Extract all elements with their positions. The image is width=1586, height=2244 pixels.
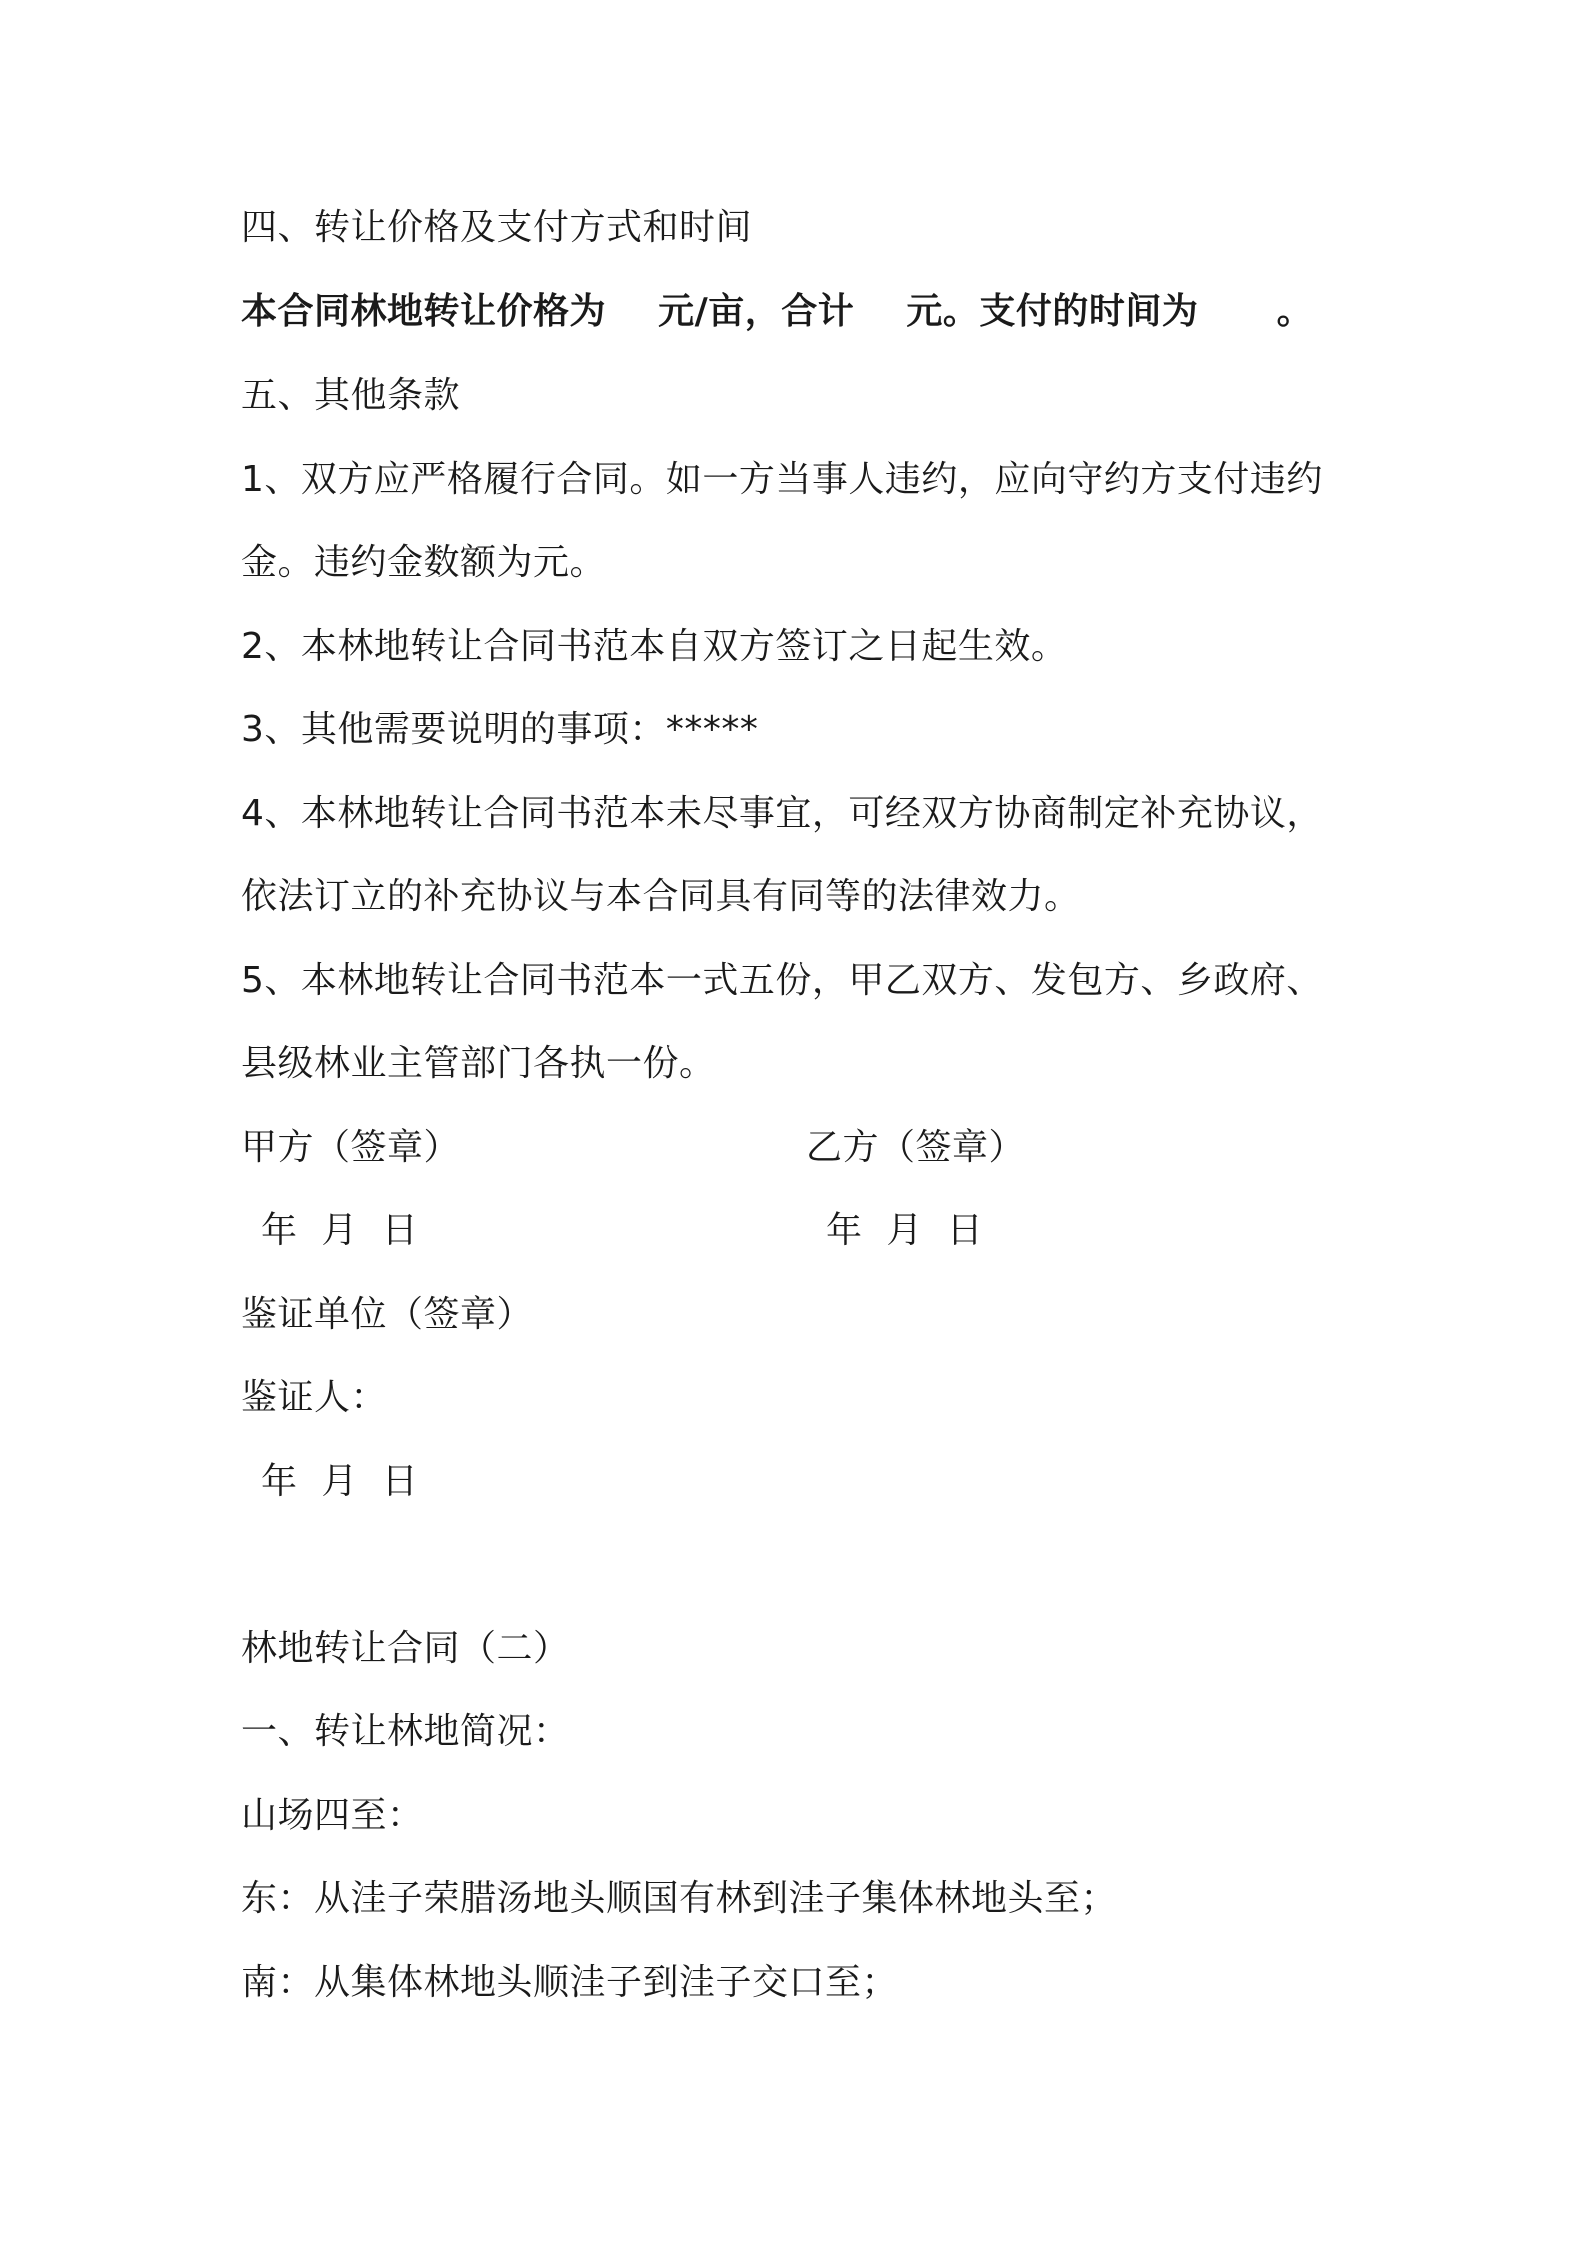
clause3: 3、其他需要说明的事项：***** xyxy=(241,709,759,750)
party-b-signature: 乙方（签章） xyxy=(806,1127,1026,1168)
clause5-line2: 县级林业主管部门各执一份。 xyxy=(241,1043,716,1084)
clause1-line1: 1、双方应严格履行合同。如一方当事人违约，应向守约方支付违约 xyxy=(241,459,1323,500)
section4-heading: 四、转让价格及支付方式和时间 xyxy=(241,207,753,248)
witness-person: 鉴证人： xyxy=(241,1377,388,1418)
boundary-south: 南：从集体林地头顺洼子到洼子交口至； xyxy=(241,1962,899,2003)
boundaries-label: 山场四至： xyxy=(241,1795,424,1836)
contract2-title: 林地转让合同（二） xyxy=(241,1628,570,1669)
price-line: 本合同林地转让价格为 元/亩，合计 元。支付的时间为 。 xyxy=(241,291,1314,332)
party-a-date: 年 月 日 xyxy=(261,1210,419,1251)
contract2-section1-heading: 一、转让林地简况： xyxy=(241,1711,570,1752)
witness-date: 年 月 日 xyxy=(261,1461,419,1502)
clause2: 2、本林地转让合同书范本自双方签订之日起生效。 xyxy=(241,626,1068,667)
boundary-east: 东：从洼子荣腊汤地头顺国有林到洼子集体林地头至； xyxy=(241,1878,1118,1919)
clause4-line1: 4、本林地转让合同书范本未尽事宜，可经双方协商制定补充协议， xyxy=(241,793,1323,834)
section5-heading: 五、其他条款 xyxy=(241,375,461,416)
clause5-line1: 5、本林地转让合同书范本一式五份，甲乙双方、发包方、乡政府、 xyxy=(241,960,1323,1001)
clause4-line2: 依法订立的补充协议与本合同具有同等的法律效力。 xyxy=(241,876,1081,917)
clause1-line2: 金。违约金数额为元。 xyxy=(241,542,607,583)
witness-unit: 鉴证单位（签章） xyxy=(241,1294,534,1335)
party-a-signature: 甲方（签章） xyxy=(241,1127,461,1168)
party-b-date: 年 月 日 xyxy=(826,1210,984,1251)
